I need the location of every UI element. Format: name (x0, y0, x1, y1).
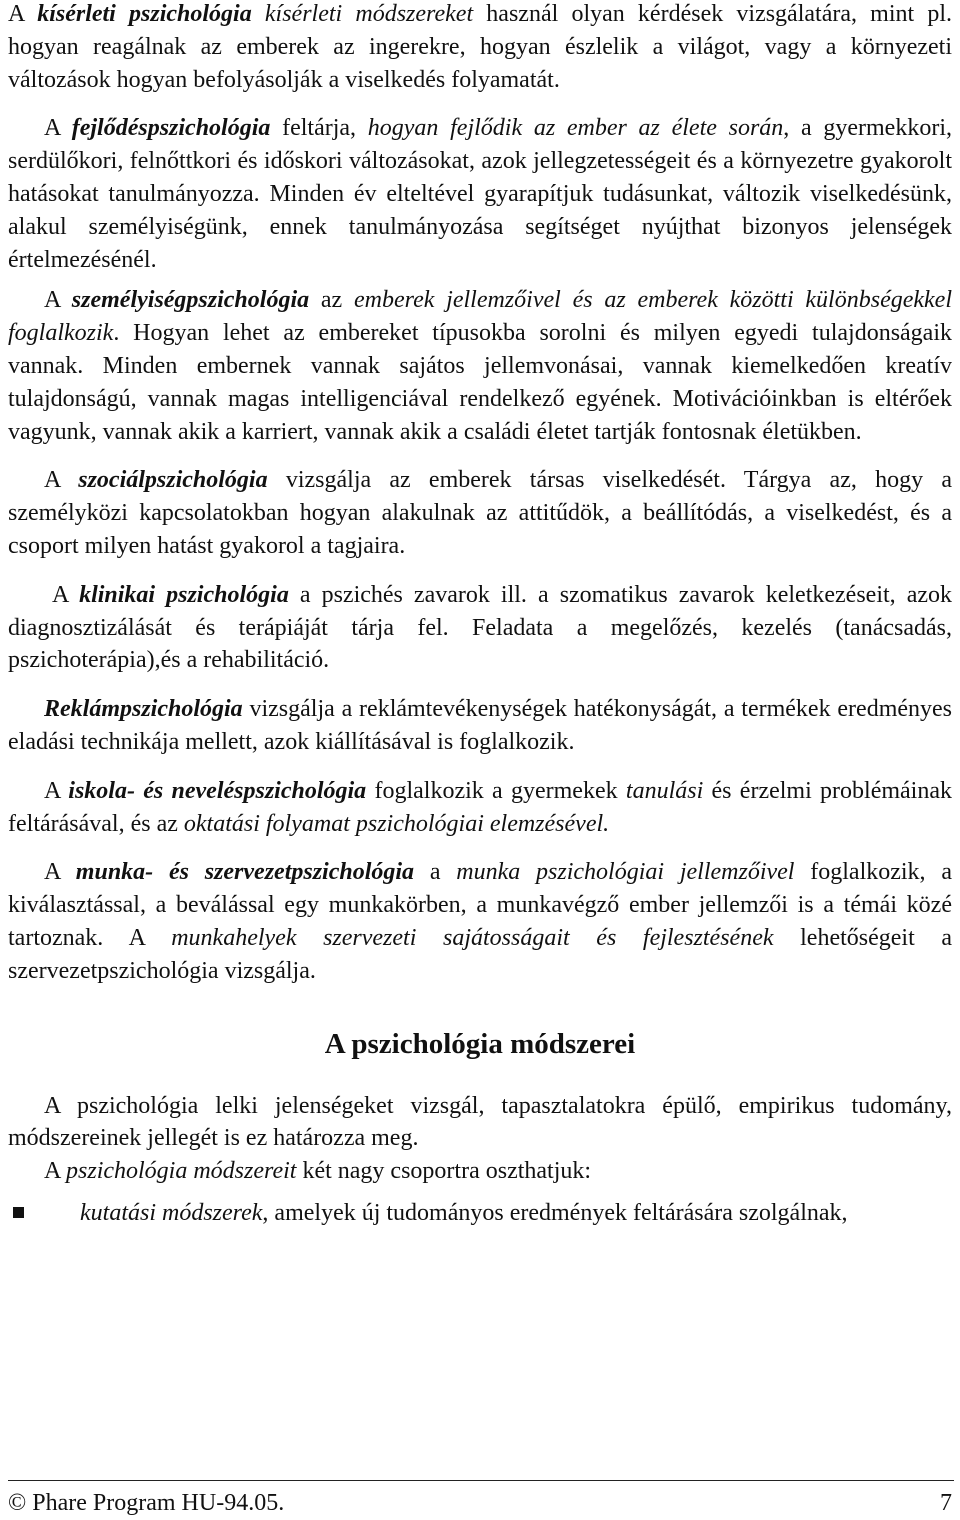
term-fejlodespszichologia: fejlődéspszichológia (71, 115, 271, 142)
paragraph-fejlodespszichologia: A fejlődéspszichológia feltárja, hogyan fejlődik az ember az élete során, a gyermekkori, serdülőkori, felnőttkori és időskori változásokat, azok jellegzetességeit és a környezetre gyakorolt hatásokat tanulmányozza. Minden év elteltével gyarapítjuk tudásunkat, változik viselkedésünk, alakul személyiségünk, ennek tanulmányozása segítséget nyújthat bizonyos jelenségek értelmezésénél. (8, 115, 952, 273)
paragraph-szocialpszichologia: A szociálpszichológia vizsgálja az emberek társas viselkedését. Tárgya az, hogy a személyközi kapcsolatokban hogyan alakulnak az attitűdök, a beállítódás, a viselkedést, és a csoport milyen hatást gyakorol a tagjaira. (8, 467, 952, 559)
page-footer (8, 1480, 954, 1516)
term-munka-es-szervezetpszichologia: munka- és szervezetpszichológia (75, 859, 415, 886)
document-page (8, 0, 952, 1230)
paragraph-csoportok: A pszichológia módszereit két nagy csoportra oszthatjuk: (44, 1158, 592, 1185)
term-reklampszichologia: Reklámpszichológia (44, 696, 243, 723)
paragraph-szemelyisegpszichologia: A személyiségpszichológia az emberek jellemzőivel és az emberek közötti különbségekkel foglalkozik. Hogyan lehet az embereket típusokba sorolni és milyen egyedi tulajdonságaik vannak. Minden embernek vannak sajátos jellemvonásai, vannak kiemelkedően kreatív tulajdonságú, vannak magas intelligenciával rendelkező egyének. Motivációinkban is eltérőek vagyunk, vannak akik a karriert, vannak akik a családi életet tartják fontosnak életükben. (8, 287, 952, 445)
square-bullet-icon (13, 1207, 24, 1218)
paragraph-kiserleti: A kísérleti pszichológia kísérleti módszereket használ olyan kérdések vizsgálatára, mint pl. hogyan reagálnak az emberek az ingerekre, hogyan észlelik a világot, vagy a környezeti változások hogyan befolyásolják a viselkedés folyamatát. (8, 1, 953, 93)
term-iskola-es-nevelespszichologia: iskola- és neveléspszichológia (68, 777, 367, 804)
term-szemelyisegpszichologia: személyiségpszichológia (71, 287, 310, 314)
paragraph-intro: A pszichológia lelki jelenségeket vizsgál, tapasztalatokra épülő, empirikus tudomány, módszereinek jellegét is ez határozza meg. (8, 1092, 952, 1152)
page-number: 7 (940, 1490, 952, 1516)
footer-copyright: © Phare Program HU-94.05. (8, 1490, 285, 1516)
term-klinikai-pszichologia: klinikai pszichológia (79, 581, 289, 608)
methods-list (8, 1196, 952, 1230)
list-item: kutatási módszerek, amelyek új tudományos eredmények feltárására szolgálnak, (8, 1196, 952, 1230)
term-szocialpszichologia: szociálpszichológia (78, 467, 268, 494)
section-heading: A pszichológia módszerei (324, 1027, 636, 1060)
paragraph-reklampszichologia: Reklámpszichológia vizsgálja a reklámtevékenységek hatékonyságát, a termékek eredményes eladási technikája mellett, azok kiállításával is foglalkozik. (8, 696, 952, 755)
paragraph-munkapszichologia: A munka- és szervezetpszichológia a munka pszichológiai jellemzőivel foglalkozik, a kiválasztással, a beválással egy munkakörben, a munkavégző ember jellemzői is a témái közé tartoznak. A munkahelyek szervezeti sajátosságait és fejlesztésének lehetőségeit a szervezetpszichológia vizsgálja. (8, 859, 953, 984)
term-kiserleti-pszichologia: kísérleti pszichológia (37, 1, 252, 27)
paragraph-klinikai-pszichologia: A klinikai pszichológia a pszichés zavarok ill. a szomatikus zavarok keletkezéseit, azok diagnosztizálását és terápiáját tárja fel. Feladata a megelőzés, kezelés (tanácsadás, pszichoterápia),és a rehabilitáció. (8, 581, 953, 674)
paragraph-iskolapszichologia: A iskola- és neveléspszichológia foglalkozik a gyermekek tanulási és érzelmi problémáinak feltárásával, és az oktatási folyamat pszichológiai elemzésével. (8, 777, 953, 837)
